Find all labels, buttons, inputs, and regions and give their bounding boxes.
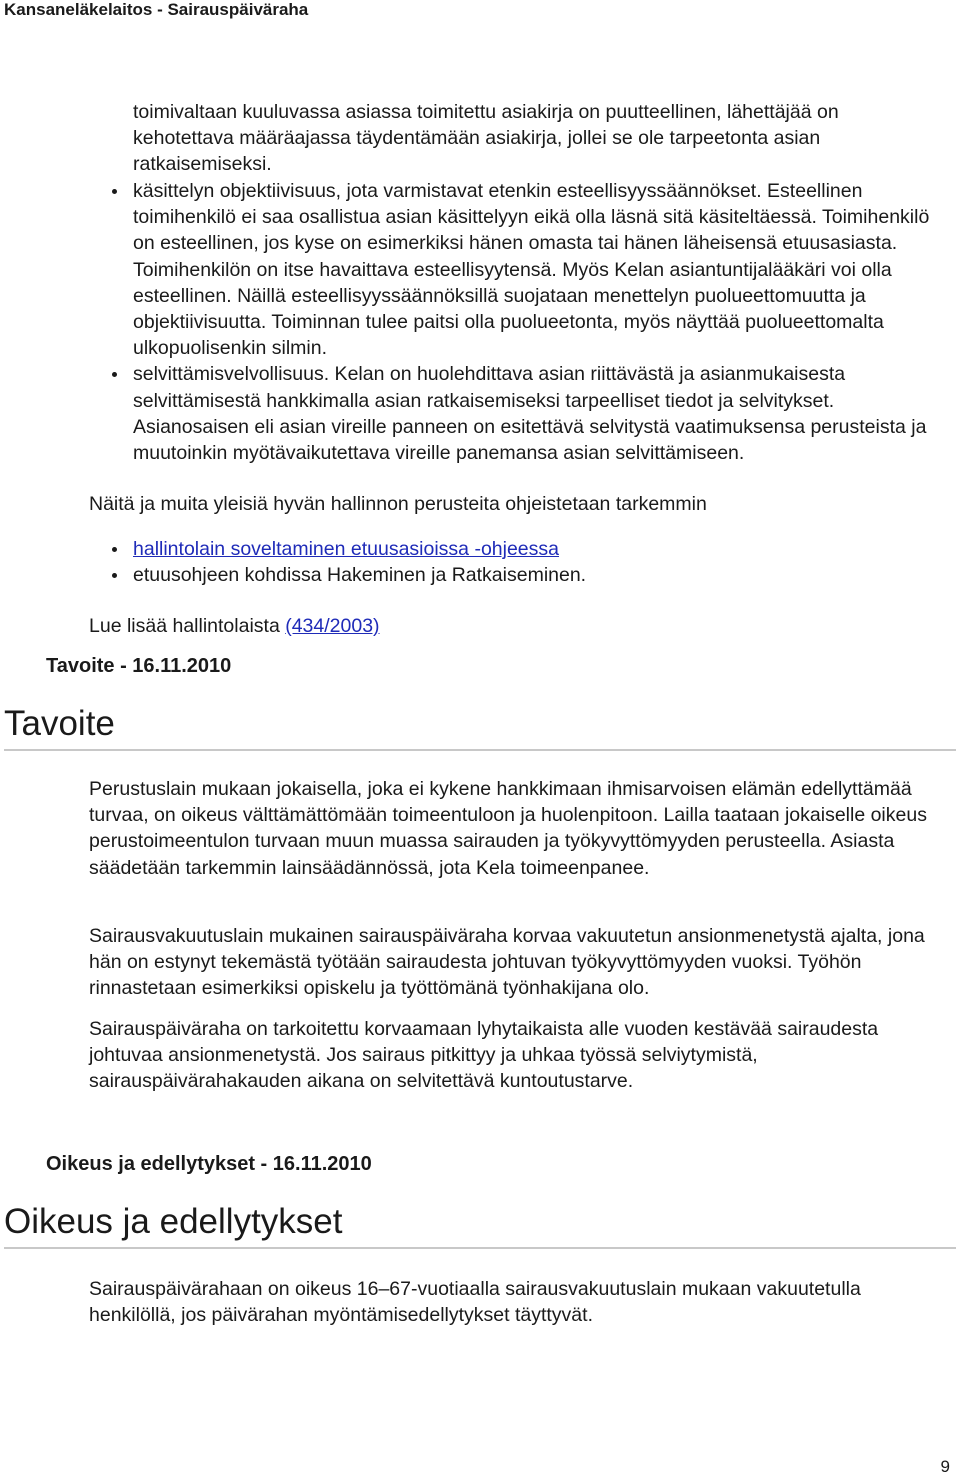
section-divider	[4, 1247, 956, 1249]
guidance-list	[111, 536, 951, 588]
section-divider	[4, 749, 956, 751]
list-item: käsittelyn objektiivisuus, jota varmistavat etenkin esteellisyyssäännökset. Esteellinen toimihenkilö ei saa osallistua asian käsittelyyn eikä olla läsnä sitä käsiteltäessä. Toimihenkilö on esteellinen, jos kyse on esimerkiksi hänen omasta tai hänen läheisensä etuusasiasta. Toimihenkilön on itse havaittava esteellisyytensä. Myös Kelan asiantuntijalääkäri voi olla esteellinen. Näillä esteellisyyssäännöksillä suojataan menettelyn puolueettomuutta ja objektiivisuutta. Toiminnan tulee paitsi olla puolueetonta, myös näyttää puolueettomalta ulkopuolisenkin silmin.	[111, 178, 951, 361]
tavoite-paragraph-2: Sairausvakuutuslain mukainen sairauspäiväraha korvaa vakuutetun ansionmenetystä ajalta, jona hän on estynyt tekemästä työtään sairaudesta johtuvan työkyvyttömyyden vuoksi. Työhön rinnastetaan esimerkiksi opiskelu ja työttömänä työnhakijana olo.	[89, 925, 925, 1000]
principles-list	[111, 178, 951, 466]
page-number: 9	[940, 1457, 950, 1476]
tavoite-title: Tavoite	[4, 704, 115, 743]
law-link[interactable]: (434/2003)	[285, 615, 380, 637]
list-item	[111, 536, 951, 562]
read-more-prefix: Lue lisää hallintolaista	[89, 615, 286, 637]
read-more	[89, 613, 949, 639]
tavoite-dated-heading: Tavoite - 16.11.2010	[46, 655, 232, 677]
tavoite-paragraph-3: Sairauspäiväraha on tarkoitettu korvaamaan lyhytaikaista alle vuoden kestävää sairaudesta johtuvaa ansionmenetystä. Jos sairaus pitkittyy ja uhkaa työssä selviytymistä, sairauspäivärahakauden aikana on selvitettävä kuntoutustarve.	[89, 1018, 879, 1093]
list-item: selvittämisvelvollisuus. Kelan on huolehdittava asian riittävästä ja asianmukaisesta selvittämisestä hankkimalla asian ratkaisemiseksi tarpeelliset tiedot ja selvitykset. Asianosaisen eli asian vireille panneen on esitettävä selvitystä vaatimuksensa perusteista ja muutoinkin myötävaikutettava vireille panemansa asian selvittämiseen.	[111, 361, 951, 466]
list-item: etuusohjeen kohdissa Hakeminen ja Ratkaiseminen.	[111, 562, 951, 588]
continuation-text: toimivaltaan kuuluvassa asiassa toimitettu asiakirja on puutteellinen, lähettäjää on kehotettava määräajassa täydentämään asiakirja, jollei se ole tarpeetonta asian ratkaisemiseksi.	[133, 101, 839, 176]
tavoite-paragraph-1: Perustuslain mukaan jokaisella, joka ei kykene hankkimaan ihmisarvoisen elämän edellyttämää turvaa, on oikeus välttämättömään toimeentuloon ja huolenpitoon. Lailla taataan jokaiselle oikeus perustoimeentulon turvaan muun muassa sairauden ja työkyvyttömyyden perusteella. Asiasta säädetään tarkemmin lainsäädännössä, jota Kela toimeenpanee.	[89, 778, 927, 879]
guidance-intro: Näitä ja muita yleisiä hyvän hallinnon perusteita ohjeistetaan tarkemmin	[89, 493, 707, 515]
running-header: Kansaneläkelaitos - Sairauspäiväraha	[4, 0, 309, 19]
guidance-link[interactable]: hallintolain soveltaminen etuusasioissa -ohjeessa	[133, 538, 560, 560]
oikeus-paragraph-1: Sairauspäivärahaan on oikeus 16–67-vuotiaalla sairausvakuutuslain mukaan vakuutetulla henkilöllä, jos päivärahan myöntämisedellytykset täyttyvät.	[89, 1278, 861, 1327]
oikeus-title: Oikeus ja edellytykset	[4, 1202, 343, 1241]
oikeus-dated-heading: Oikeus ja edellytykset - 16.11.2010	[46, 1153, 372, 1175]
